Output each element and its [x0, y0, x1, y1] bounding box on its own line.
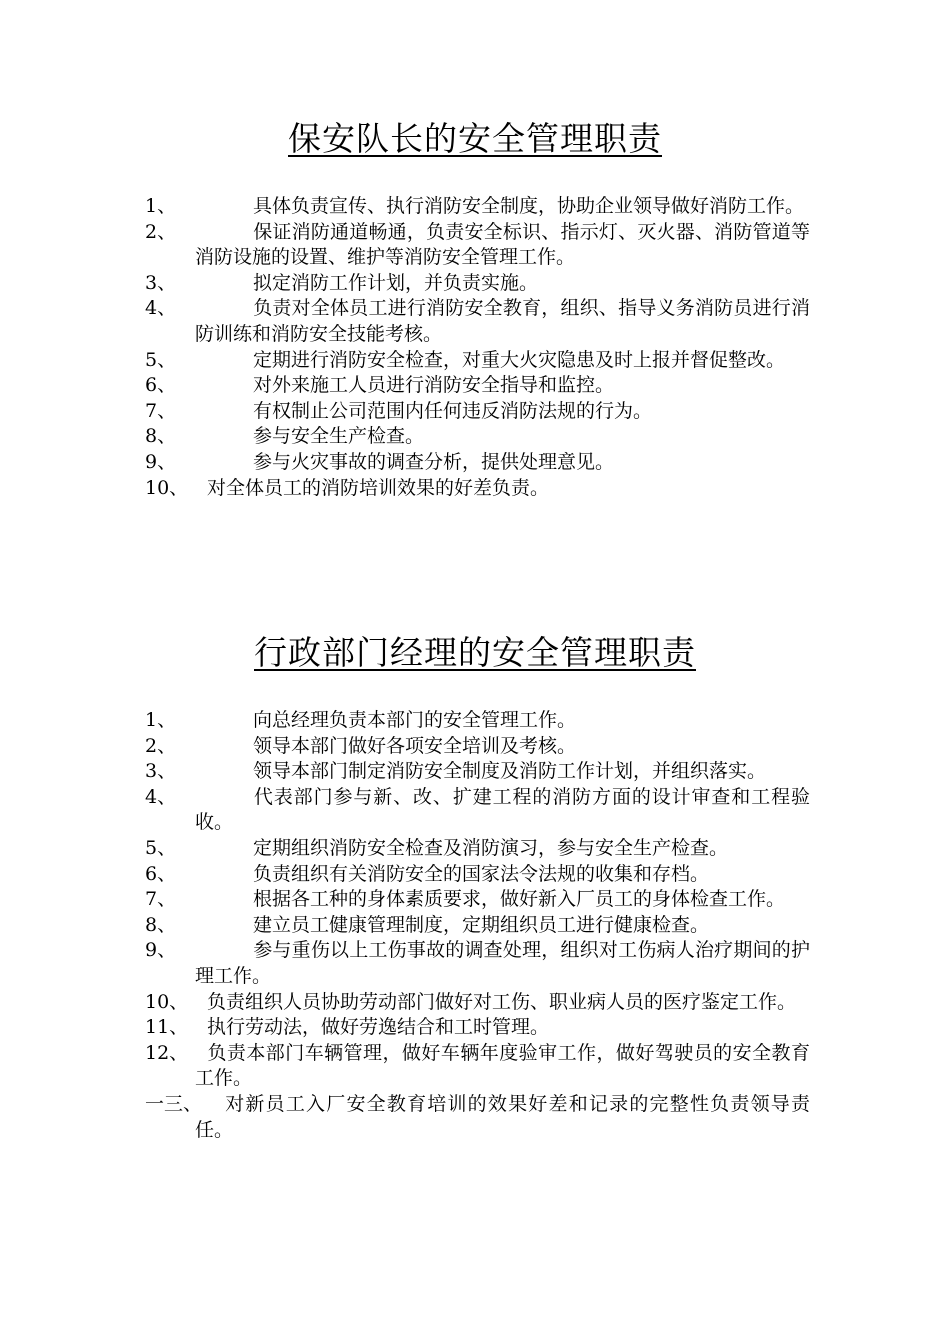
- list-item: [145, 271, 810, 297]
- item-number: 10、: [145, 990, 189, 1013]
- list-item: [145, 1092, 810, 1143]
- item-text: 定期组织消防安全检查及消防演习，参与安全生产检查。: [253, 836, 729, 859]
- item-text: 根据各工种的身体素质要求，做好新入厂员工的身体检查工作。: [253, 888, 786, 911]
- list-item: [145, 424, 810, 450]
- item-text: 定期进行消防安全检查，对重大火灾隐患及时上报并督促整改。: [253, 348, 786, 371]
- list-item: [145, 734, 810, 760]
- item-number: 2、: [145, 734, 177, 757]
- item-text: 有权制止公司范围内任何违反消防法规的行为。: [253, 399, 653, 422]
- item-number: 5、: [145, 836, 177, 859]
- item-text: 对外来施工人员进行消防安全指导和监控。: [253, 374, 615, 397]
- item-number: 11、: [145, 1016, 189, 1039]
- item-number: 4、: [145, 785, 177, 808]
- duty-list: [145, 194, 810, 501]
- list-item: [145, 220, 810, 271]
- item-text: 执行劳动法，做好劳逸结合和工时管理。: [207, 1016, 550, 1039]
- item-number: 6、: [145, 374, 177, 397]
- item-text: 参与火灾事故的调查分析，提供处理意见。: [253, 450, 615, 473]
- list-item: [145, 348, 810, 374]
- item-number: 5、: [145, 348, 177, 371]
- list-item: [145, 990, 810, 1016]
- list-item: [145, 296, 810, 347]
- list-item: [145, 708, 810, 734]
- item-number: 8、: [145, 913, 177, 936]
- section-security-captain: [0, 114, 950, 501]
- item-text: 参与重伤以上工伤事故的调查处理，组织对工伤病人治疗期间的护理工作。: [195, 939, 810, 987]
- item-text: 对新员工入厂安全教育培训的效果好差和记录的完整性负责领导责任。: [195, 1092, 810, 1141]
- list-item: [145, 373, 810, 399]
- item-text: 建立员工健康管理制度，定期组织员工进行健康检查。: [253, 913, 710, 936]
- item-text: 负责对全体员工进行消防安全教育，组织、指导义务消防员进行消防训练和消防安全技能考核。: [195, 297, 810, 345]
- list-item: [145, 759, 810, 785]
- list-item: [145, 862, 810, 888]
- duty-list: [145, 708, 810, 1143]
- item-text: 对全体员工的消防培训效果的好差负责。: [207, 476, 550, 499]
- item-text: 负责组织人员协助劳动部门做好对工伤、职业病人员的医疗鉴定工作。: [207, 990, 797, 1013]
- section-title: 保安队长的安全管理职责: [288, 119, 662, 158]
- list-item: [145, 1015, 810, 1041]
- item-text: 领导本部门制定消防安全制度及消防工作计划，并组织落实。: [253, 760, 767, 783]
- item-text: 向总经理负责本部门的安全管理工作。: [253, 709, 577, 731]
- list-item: [145, 887, 810, 913]
- item-number: 9、: [145, 939, 177, 962]
- item-number: 10、: [145, 476, 189, 499]
- item-number: 一三、: [145, 1092, 203, 1115]
- list-item: [145, 836, 810, 862]
- item-number: 3、: [145, 271, 177, 294]
- item-number: 6、: [145, 862, 177, 885]
- item-number: 1、: [145, 709, 177, 731]
- item-text: 具体负责宣传、执行消防安全制度，协助企业领导做好消防工作。: [253, 195, 805, 217]
- list-item: [145, 785, 810, 836]
- item-text: 负责本部门车辆管理，做好车辆年度验审工作，做好驾驶员的安全教育工作。: [195, 1041, 810, 1090]
- item-number: 7、: [145, 399, 177, 422]
- item-number: 8、: [145, 425, 177, 448]
- item-number: 12、: [145, 1041, 189, 1064]
- item-text: 代表部门参与新、改、扩建工程的消防方面的设计审查和工程验收。: [195, 785, 810, 834]
- item-number: 1、: [145, 195, 177, 217]
- item-text: 保证消防通道畅通，负责安全标识、指示灯、灭火器、消防管道等消防设施的设置、维护等消防安全管理工作。: [195, 220, 810, 269]
- section-admin-manager: [0, 628, 950, 1143]
- item-text: 拟定消防工作计划，并负责实施。: [253, 271, 539, 294]
- list-item: [145, 476, 810, 502]
- item-number: 4、: [145, 297, 177, 320]
- item-text: 领导本部门做好各项安全培训及考核。: [253, 734, 577, 757]
- item-number: 3、: [145, 760, 177, 783]
- item-text: 参与安全生产检查。: [253, 425, 425, 448]
- list-item: [145, 913, 810, 939]
- list-item: [145, 938, 810, 989]
- list-item: [145, 399, 810, 425]
- list-item: [145, 1041, 810, 1092]
- item-number: 2、: [145, 220, 177, 243]
- section-title: 行政部门经理的安全管理职责: [254, 633, 696, 672]
- item-number: 9、: [145, 450, 177, 473]
- list-item: [145, 450, 810, 476]
- item-text: 负责组织有关消防安全的国家法令法规的收集和存档。: [253, 862, 710, 885]
- list-item: [145, 194, 810, 220]
- item-number: 7、: [145, 888, 177, 911]
